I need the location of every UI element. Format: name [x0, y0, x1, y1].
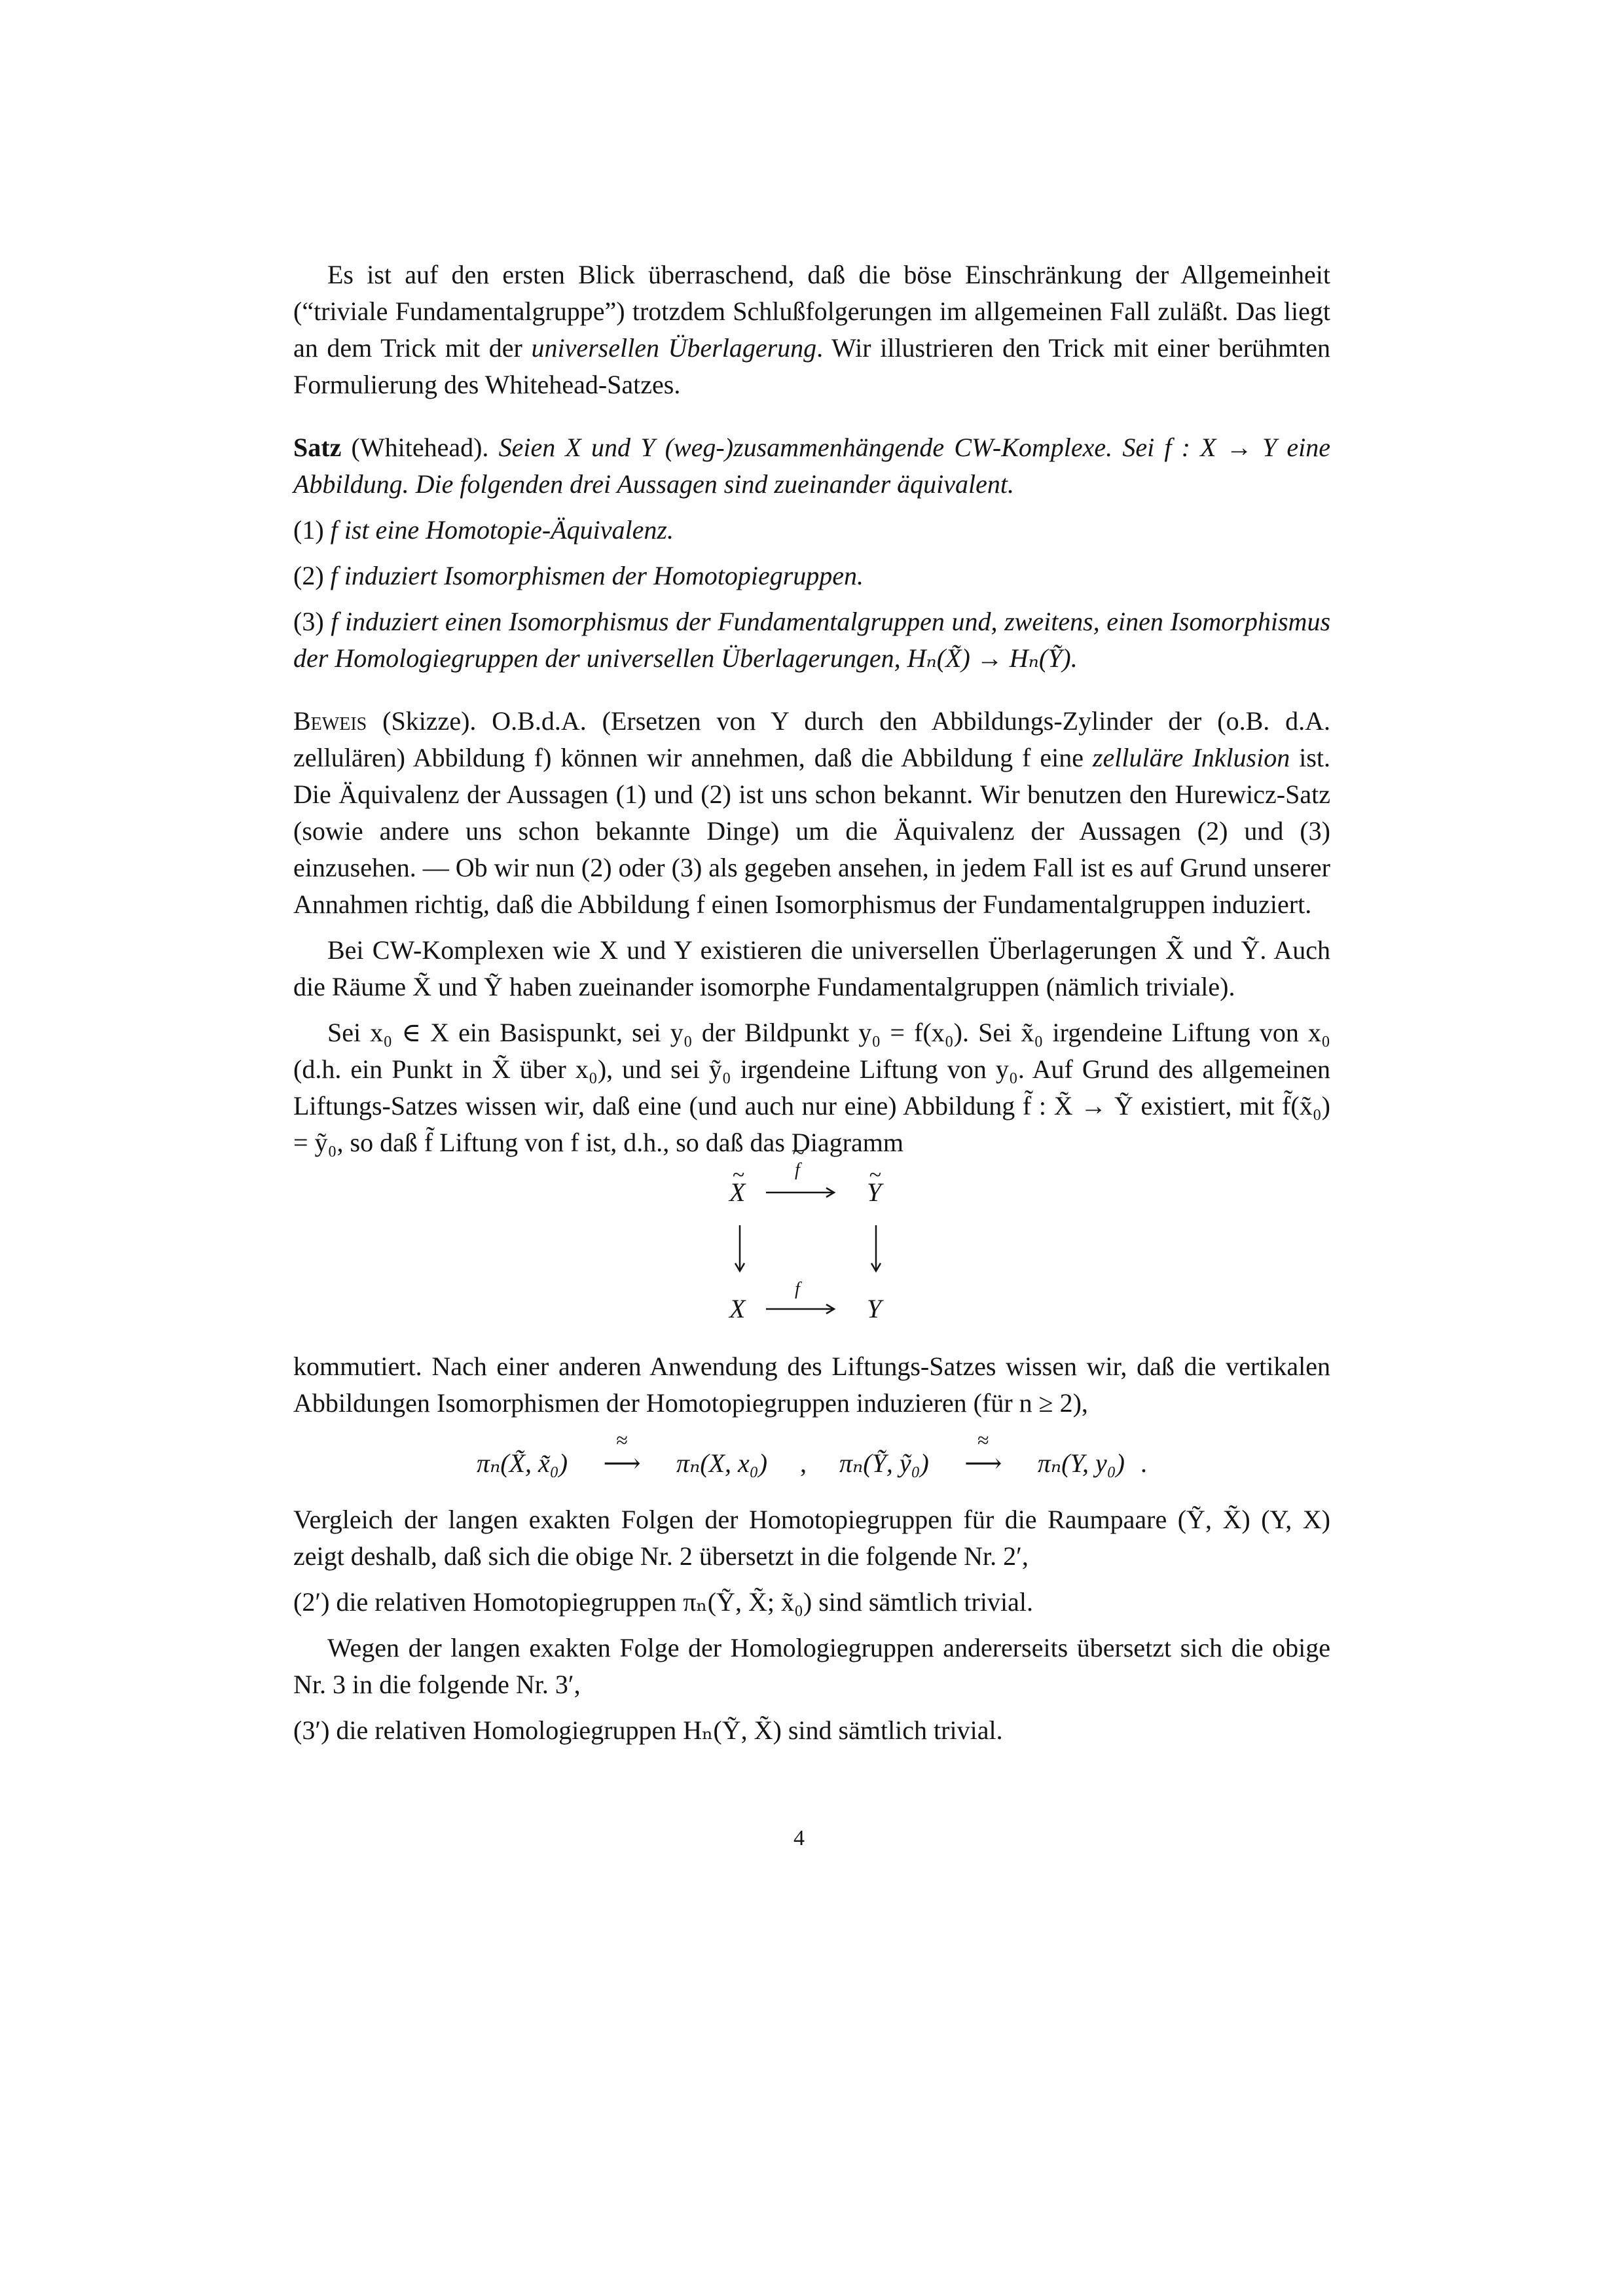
diagram-top-left: X ~ — [729, 1179, 745, 1206]
commutative-diagram — [293, 1160, 1330, 1330]
theorem-item-1 — [293, 512, 1330, 548]
item-text: f induziert Isomorphismen der Homotopiegruppen. — [330, 561, 864, 590]
proof-paragraph-3: Sei x₀ ∈ X ein Basispunkt, sei y₀ der Bildpunkt y₀ = f(x₀). Sei x̃₀ irgendeine Liftung von x₀ (d.h. ein Punkt in X̃ über x₀), und sei ỹ₀ irgendeine Liftung von y₀. Auf Grund des allgemeinen Liftungs-Satzes wissen wir, daß eine (und auch nur eine) Abbildung f̃ : X̃ → Ỹ existiert, mit f̃(x̃₀) = ỹ₀, so daß f̃ Liftung von f ist, d.h., so daß das Diagramm — [293, 1018, 1330, 1157]
approx-label: ≈ — [977, 1428, 989, 1452]
proof-sketch: (Skizze). — [382, 706, 477, 736]
theorem-name: (Whitehead). — [351, 433, 489, 462]
diagram-top-right: Y ~ — [867, 1179, 881, 1206]
diagram-bottom-arrow-label: f — [795, 1279, 800, 1299]
item-number: (2) — [293, 561, 324, 590]
item-number: (3) — [293, 607, 324, 636]
diagram-bottom-left: X — [729, 1294, 746, 1323]
theorem-item-2 — [293, 558, 1330, 594]
proof-emphasis: zelluläre Inklusion — [1092, 743, 1290, 772]
diagram-bottom-right: Y — [867, 1294, 882, 1323]
eq-right-arrow: ≈ ⟶ — [947, 1445, 1019, 1482]
theorem-text: Seien X und Y (weg-)zusammenhängende CW-Komplexe. Sei f : X → Y eine Abbildung. Die folgenden drei Aussagen sind zueinander äquivalent. — [293, 433, 1331, 499]
approx-label: ≈ — [616, 1428, 628, 1452]
proof-text-a: O.B.d.A. (Ersetzen von Y durch den Abbildungs-Zylinder der (o.B. d.A. zellulären) Abbildung f) können wir annehmen, daß die Abbildung f eine — [293, 706, 1331, 772]
page-body — [293, 257, 1330, 1749]
intro-text-b: . Wir illustrieren den Trick mit einer berühmten Formulierung des Whitehead-Satzes. — [293, 333, 1330, 399]
proof-paragraph-1 — [293, 703, 1330, 923]
proof-paragraph-5: Vergleich der langen exakten Folgen der Homotopiegruppen für die Raumpaare (Ỹ, X̃) (Y, X) zeigt deshalb, daß sich die obige Nr. 2 übersetzt in die folgende Nr. 2′, — [293, 1505, 1330, 1571]
proof-paragraph-2: Bei CW-Komplexen wie X und Y existieren die universellen Überlagerungen X̃ und Ỹ. Auch die Räume X̃ und Ỹ haben zueinander isomorphe Fundamentalgruppen (nämlich triviale). — [293, 935, 1330, 1001]
diagram-arrows — [293, 1166, 1330, 1330]
eq-left-arrow: ≈ ⟶ — [586, 1445, 658, 1482]
theorem-statement — [293, 429, 1330, 503]
theorem-label: Satz — [293, 433, 342, 462]
theorem-item-3 — [293, 603, 1330, 677]
diagram-top-arrow-label: f ~ — [795, 1157, 800, 1183]
eq-left-source: πₙ(X̃, x̃₀) — [477, 1448, 568, 1478]
proof-label: Beweis — [293, 706, 367, 736]
eq-right-target: πₙ(Y, y₀) — [1037, 1448, 1125, 1478]
intro-paragraph — [293, 257, 1330, 403]
proof-text-b: ist. Die Äquivalenz der Aussagen (1) und (2) ist uns schon bekannt. Wir benutzen den Hurewicz-Satz (sowie andere uns schon bekannte Dinge) um die Äquivalenz der Aussagen (2) und (3) einzusehen. — Ob wir nun (2) oder (3) als gegeben ansehen, in jedem Fall ist es auf Grund unserer Annahmen richtig, daß die Abbildung f einen Isomorphismus der Fundamentalgruppen induziert. — [293, 743, 1330, 919]
page-number: 4 — [793, 1826, 805, 1850]
eq-end: . — [1140, 1448, 1147, 1478]
item-number: (1) — [293, 515, 324, 545]
item-text: f induziert einen Isomorphismus der Fundamentalgruppen und, zweitens, einen Isomorphismus der Homologiegruppen der universellen Überlagerungen, Hₙ(X̃) → Hₙ(Ỹ). — [293, 607, 1331, 673]
intro-text-a: Es ist auf den ersten Blick überraschend, daß die böse Einschränkung der Allgemeinheit (“triviale Fundamentalgruppe”) trotzdem Schlußfolgerungen im allgemeinen Fall zuläßt. Das liegt an dem Trick mit der — [293, 260, 1330, 363]
display-equation — [293, 1428, 1330, 1482]
eq-right-source: πₙ(Ỹ, ỹ₀) — [839, 1448, 929, 1478]
proof-item-3-prime: (3′) die relativen Homologiegruppen Hₙ(Ỹ, X̃) sind sämtlich trivial. — [293, 1715, 1003, 1745]
eq-left-target: πₙ(X, x₀) — [676, 1448, 768, 1478]
proof-paragraph-6: Wegen der langen exakten Folge der Homologiegruppen andererseits übersetzt sich die obige Nr. 3 in die folgende Nr. 3′, — [293, 1633, 1330, 1699]
proof-paragraph-4: kommutiert. Nach einer anderen Anwendung des Liftungs-Satzes wissen wir, daß die vertikalen Abbildungen Isomorphismen der Homotopiegruppen induzieren (für n ≥ 2), — [293, 1352, 1330, 1418]
item-text: f ist eine Homotopie-Äquivalenz. — [330, 515, 674, 545]
eq-separator: , — [800, 1448, 807, 1478]
proof-item-2-prime: (2′) die relativen Homotopiegruppen πₙ(Ỹ, X̃; x̃₀) sind sämtlich trivial. — [293, 1587, 1033, 1617]
intro-emphasis: universellen Überlagerung — [531, 333, 817, 363]
